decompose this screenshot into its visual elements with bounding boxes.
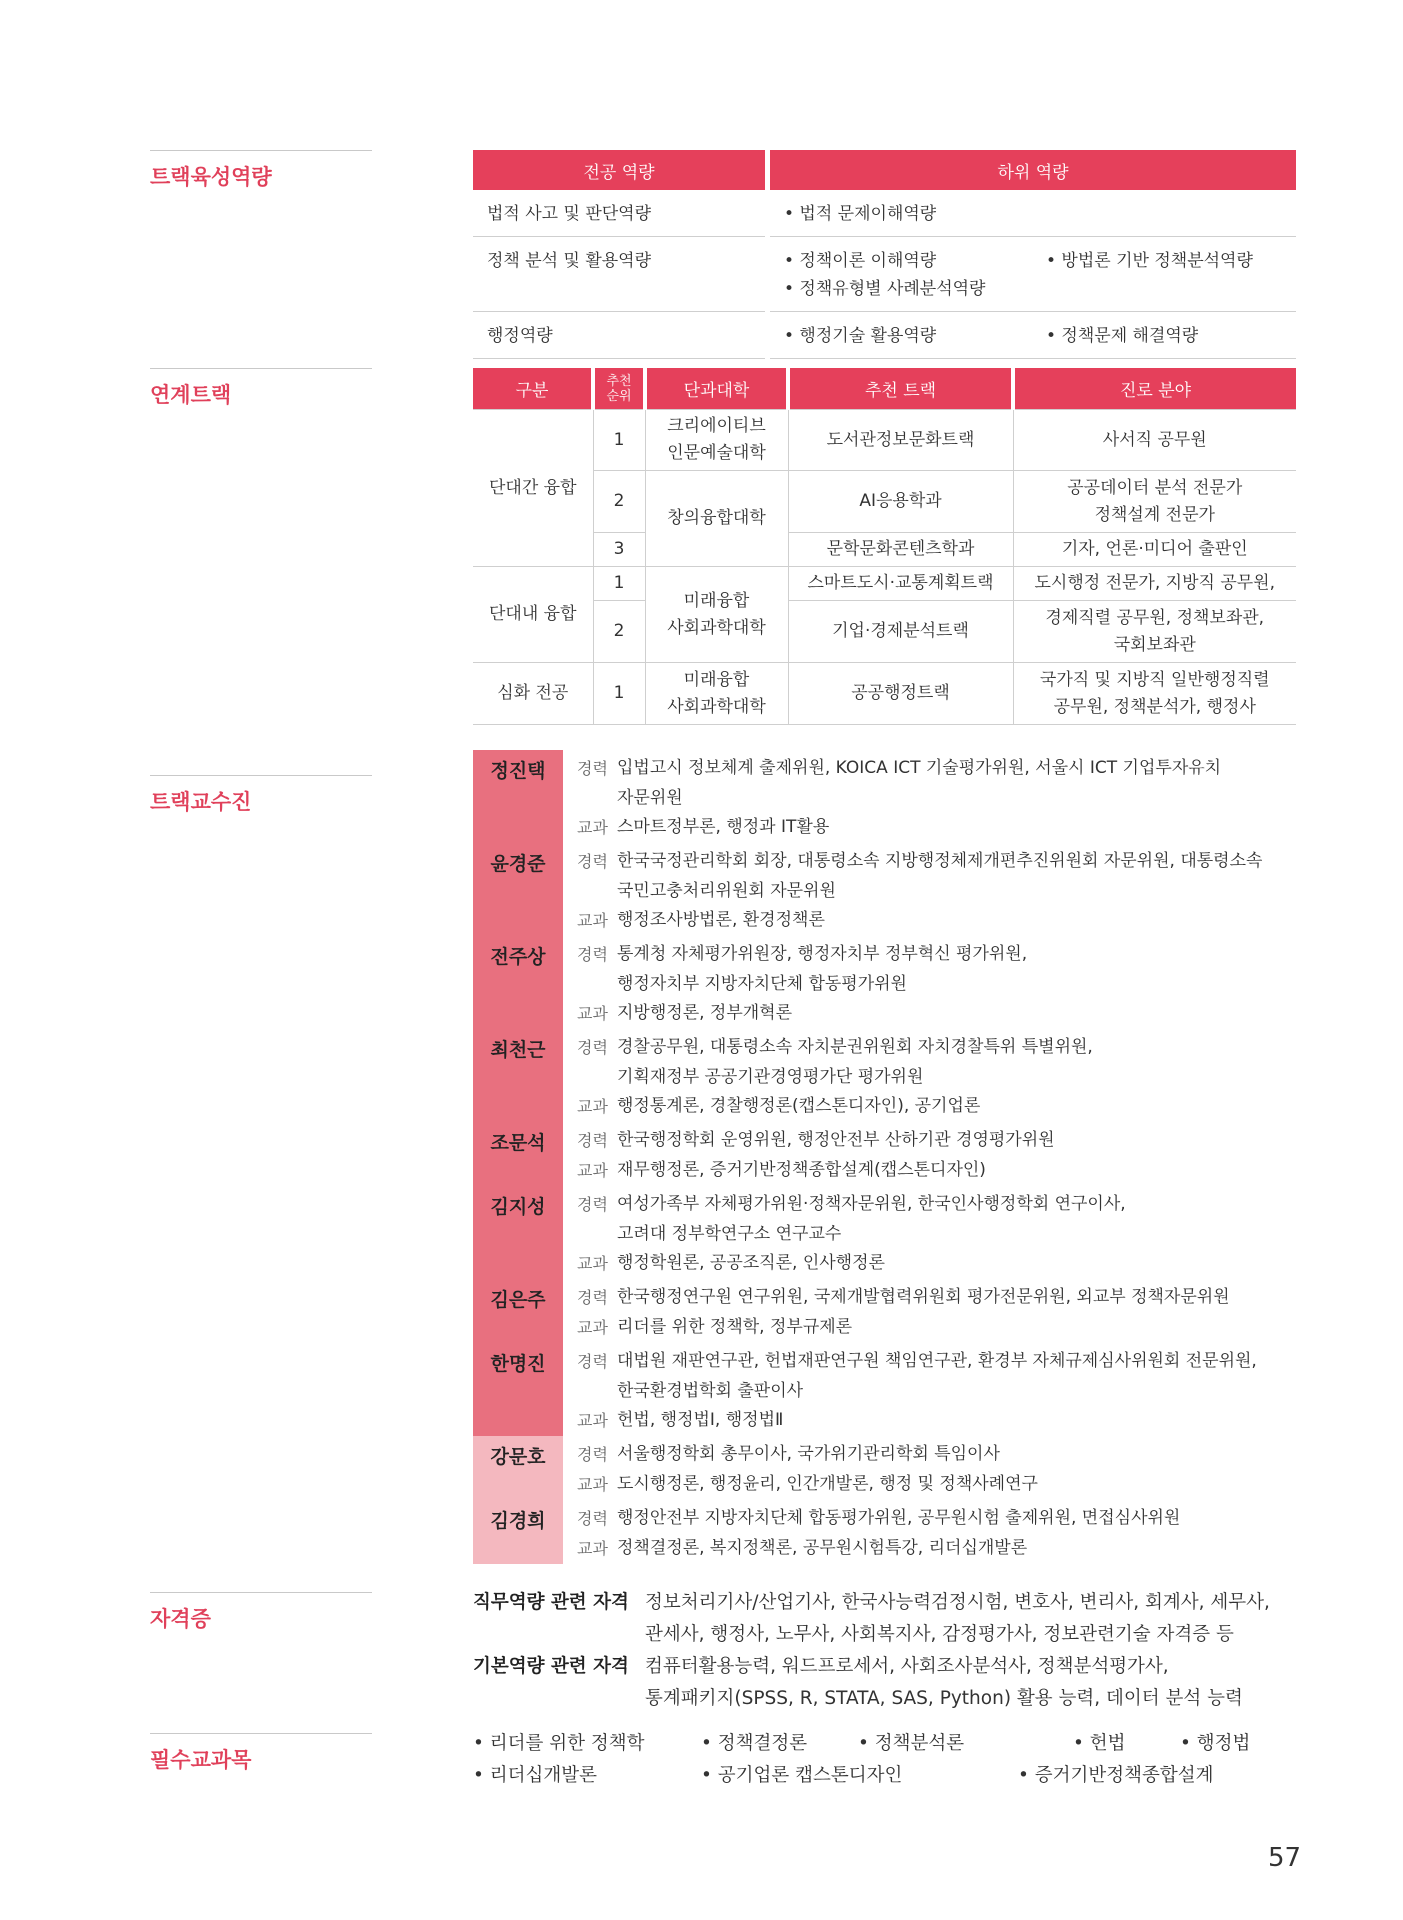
rank-cell: 2 — [593, 601, 645, 663]
professor-details — [563, 750, 1303, 843]
career-cell: 도시행정 전문가, 지방직 공무원, — [1013, 567, 1296, 601]
career-line — [577, 1440, 1303, 1470]
professor-details — [563, 1186, 1303, 1279]
career-line — [577, 1504, 1303, 1534]
faculty-row — [473, 750, 1303, 843]
professor-name: 한명진 — [473, 1343, 563, 1436]
course-line — [577, 999, 1303, 1029]
faculty-row — [473, 1122, 1303, 1186]
career-cell: 공공데이터 분석 전문가 정책설계 전문가 — [1013, 471, 1296, 533]
table-row — [473, 663, 1296, 725]
faculty-row — [473, 1500, 1303, 1564]
track-cell: 공공행정트랙 — [788, 663, 1013, 725]
rank-cell: 1 — [593, 567, 645, 601]
college-cell: 창의융합대학 — [645, 471, 788, 567]
professor-name: 정진택 — [473, 750, 563, 843]
career-tag — [577, 1377, 617, 1407]
course-line — [577, 813, 1303, 843]
certificate-label: 직무역량 관련 자격 — [473, 1592, 629, 1613]
major-competency: 정책 분석 및 활용역량 — [473, 237, 765, 312]
course-text: 행정통계론, 경찰행정론(캡스톤디자인), 공기업론 — [617, 1096, 981, 1116]
course-tag: 교과 — [577, 1317, 608, 1337]
professor-name: 김지성 — [473, 1186, 563, 1279]
career-text: 한국행정학회 운영위원, 행정안전부 산하기관 경영평가위원 — [617, 1130, 1055, 1150]
header-track: 추천 트랙 — [788, 368, 1013, 410]
career-line — [577, 847, 1303, 877]
category-cell: 단대간 융합 — [473, 410, 593, 567]
career-tag: 경력 — [577, 759, 608, 778]
professor-details — [563, 1279, 1303, 1343]
table-row — [473, 533, 1296, 567]
course-tag: 교과 — [577, 818, 608, 837]
section-label-linked-track: 연계트랙 — [150, 368, 372, 409]
career-line — [577, 1283, 1303, 1313]
professor-name: 조문석 — [473, 1122, 563, 1186]
course-text: 정책결정론, 복지정책론, 공무원시험특강, 리더십개발론 — [617, 1537, 1028, 1558]
career-cell: 사서직 공무원 — [1013, 410, 1296, 471]
course-line — [577, 1406, 1303, 1436]
table-row — [473, 567, 1296, 601]
certificate-label: 기본역량 관련 자격 — [473, 1656, 629, 1677]
professor-name: 최천근 — [473, 1029, 563, 1122]
course-text: 지방행정론, 정부개혁론 — [617, 1003, 793, 1023]
header-college: 단과대학 — [645, 368, 788, 410]
sub-competency: • 정책이론 이해역량 • 방법론 기반 정책분석역량 • 정책유형별 사례분석역량 — [770, 237, 1296, 312]
professor-details — [563, 1436, 1303, 1500]
rank-cell: 2 — [593, 471, 645, 533]
certificate-row — [473, 1587, 1323, 1651]
course-tag: 교과 — [577, 1411, 608, 1430]
table-row — [473, 237, 1296, 312]
career-text: 입법고시 정보체계 출제위원, KOICA ICT 기술평가위원, 서울시 ICT 기업투자유치 — [617, 758, 1222, 778]
track-cell: 문학문화콘텐츠학과 — [788, 533, 1013, 567]
course-tag: 교과 — [577, 1538, 608, 1558]
career-tag — [577, 1063, 617, 1093]
career-line — [577, 1220, 1303, 1250]
course-text: 스마트정부론, 행정과 IT활용 — [617, 817, 830, 837]
faculty-list — [473, 750, 1303, 1564]
career-tag — [577, 970, 617, 1000]
career-line — [577, 1063, 1303, 1093]
certificates-list — [473, 1587, 1323, 1715]
college-cell: 미래융합 사회과학대학 — [645, 567, 788, 663]
course-line — [577, 1092, 1303, 1122]
career-text: 통계청 자체평가위원장, 행정자치부 정부혁신 평가위원, — [617, 944, 1028, 964]
header-career: 진로 분야 — [1013, 368, 1296, 410]
career-tag — [577, 877, 617, 907]
course-line — [577, 906, 1303, 936]
career-line — [577, 970, 1303, 1000]
course-tag: 교과 — [577, 1004, 608, 1023]
professor-details — [563, 936, 1303, 1029]
certificate-row — [473, 1651, 1323, 1715]
course-text: 재무행정론, 증거기반정책종합설계(캡스톤디자인) — [617, 1159, 986, 1180]
certificate-values: 정보처리기사/산업기사, 한국사능력검정시험, 변호사, 변리사, 회계사, 세무사, 관세사, 행정사, 노무사, 사회복지사, 감정평가사, 정보관련기술 자격증 등 — [645, 1592, 1270, 1645]
career-line — [577, 1190, 1303, 1220]
header-category: 구분 — [473, 368, 593, 410]
table-row — [473, 312, 1296, 359]
competency-table — [473, 150, 1296, 359]
major-competency: 행정역량 — [473, 312, 765, 359]
career-line — [577, 1347, 1303, 1377]
professor-details — [563, 1500, 1303, 1564]
career-tag: 경력 — [577, 1445, 608, 1464]
career-tag: 경력 — [577, 1288, 608, 1307]
professor-details — [563, 1343, 1303, 1436]
category-cell: 단대내 융합 — [473, 567, 593, 663]
career-tag — [577, 784, 617, 814]
course-text: 도시행정론, 행정윤리, 인간개발론, 행정 및 정책사례연구 — [617, 1473, 1038, 1494]
faculty-row — [473, 843, 1303, 936]
course-line — [577, 1249, 1303, 1279]
course-text: 행정학원론, 공공조직론, 인사행정론 — [617, 1253, 885, 1273]
career-line — [577, 1033, 1303, 1063]
major-competency: 법적 사고 및 판단역량 — [473, 190, 765, 237]
course-tag: 교과 — [577, 1474, 608, 1494]
category-cell: 심화 전공 — [473, 663, 593, 725]
course-line — [577, 1470, 1303, 1500]
track-cell: 스마트도시·교통계획트랙 — [788, 567, 1013, 601]
list-item: • 정책분석론 — [858, 1733, 965, 1754]
faculty-row — [473, 1029, 1303, 1122]
section-label-certificates: 자격증 — [150, 1592, 372, 1633]
list-item: • 리더를 위한 정책학 — [473, 1733, 645, 1754]
faculty-row — [473, 1343, 1303, 1436]
career-tag: 경력 — [577, 1352, 608, 1371]
rank-cell: 1 — [593, 663, 645, 725]
career-tag: 경력 — [577, 1195, 608, 1214]
career-line — [577, 877, 1303, 907]
career-line — [577, 1377, 1303, 1407]
course-text: 리더를 위한 정책학, 정부규제론 — [617, 1316, 853, 1337]
career-cell: 경제직렬 공무원, 정책보좌관, 국회보좌관 — [1013, 601, 1296, 663]
professor-name: 강문호 — [473, 1436, 563, 1500]
career-cell: 국가직 및 지방직 일반행정직렬 공무원, 정책분석가, 행정사 — [1013, 663, 1296, 725]
linked-track-table — [473, 368, 1296, 725]
professor-details — [563, 1122, 1303, 1186]
career-tag: 경력 — [577, 1038, 608, 1057]
professor-details — [563, 1029, 1303, 1122]
track-cell: 기업·경제분석트랙 — [788, 601, 1013, 663]
college-cell: 크리에이티브 인문예술대학 — [645, 410, 788, 471]
career-text: 경찰공무원, 대통령소속 자치분권위원회 자치경찰특위 특별위원, — [617, 1037, 1093, 1057]
header-sub-competency: 하위 역량 — [770, 150, 1296, 190]
career-line — [577, 1126, 1303, 1156]
professor-name: 김은주 — [473, 1279, 563, 1343]
course-line — [577, 1313, 1303, 1343]
faculty-row — [473, 1436, 1303, 1500]
table-row — [473, 190, 1296, 237]
list-item: • 공기업론 캡스톤디자인 — [701, 1765, 903, 1786]
career-text: 한국환경법학회 출판이사 — [617, 1380, 804, 1401]
faculty-row — [473, 1186, 1303, 1279]
list-item: • 증거기반정책종합설계 — [1018, 1765, 1214, 1786]
career-text: 서울행정학회 총무이사, 국가위기관리학회 특임이사 — [617, 1444, 1000, 1464]
career-text: 자문위원 — [617, 787, 683, 808]
section-label-track-competency: 트랙육성역량 — [150, 150, 372, 191]
career-line — [577, 754, 1303, 784]
college-cell: 미래융합 사회과학대학 — [645, 663, 788, 725]
list-item: • 행정법 — [1180, 1733, 1251, 1754]
professor-details — [563, 843, 1303, 936]
list-item: • 헌법 — [1073, 1733, 1126, 1754]
course-line — [577, 1534, 1303, 1564]
rank-cell: 3 — [593, 533, 645, 567]
track-cell: 도서관정보문화트랙 — [788, 410, 1013, 471]
page-number: 57 — [1268, 1843, 1302, 1873]
table-row — [473, 471, 1296, 533]
career-tag: 경력 — [577, 1131, 608, 1150]
header-rank: 추천 순위 — [593, 368, 645, 410]
course-text: 헌법, 행정법Ⅰ, 행정법Ⅱ — [617, 1410, 784, 1430]
track-cell: AI응용학과 — [788, 471, 1013, 533]
sub-competency: • 법적 문제이해역량 — [770, 190, 1296, 237]
course-tag: 교과 — [577, 1097, 608, 1116]
career-tag — [577, 1220, 617, 1250]
career-line — [577, 940, 1303, 970]
career-text: 행정자치부 지방자치단체 합동평가위원 — [617, 973, 907, 994]
faculty-row — [473, 1279, 1303, 1343]
table-row — [473, 601, 1296, 663]
career-text: 대법원 재판연구관, 헌법재판연구원 책임연구관, 환경부 자체규제심사위원회 전문위원, — [617, 1351, 1257, 1371]
course-tag: 교과 — [577, 911, 608, 930]
section-label-required-courses: 필수교과목 — [150, 1733, 372, 1774]
sub-competency: • 행정기술 활용역량 • 정책문제 해결역량 — [770, 312, 1296, 359]
section-label-faculty: 트랙교수진 — [150, 775, 372, 816]
career-tag: 경력 — [577, 945, 608, 964]
career-text: 국민고충처리위원회 자문위원 — [617, 880, 836, 901]
career-text: 기획재정부 공공기관경영평가단 평가위원 — [617, 1066, 924, 1087]
career-text: 행정안전부 지방자치단체 합동평가위원, 공무원시험 출제위원, 면접심사위원 — [617, 1508, 1181, 1528]
certificate-values: 컴퓨터활용능력, 워드프로세서, 사회조사분석사, 정책분석평가사, 통계패키지(SPSS, R, STATA, SAS, Python) 활용 능력, 데이터 분석 능력 — [645, 1656, 1243, 1709]
faculty-row — [473, 936, 1303, 1029]
career-cell: 기자, 언론·미디어 출판인 — [1013, 533, 1296, 567]
course-text: 행정조사방법론, 환경정책론 — [617, 910, 825, 930]
professor-name: 김경희 — [473, 1500, 563, 1564]
course-tag: 교과 — [577, 1254, 608, 1273]
list-item: • 리더십개발론 — [473, 1765, 598, 1786]
career-text: 고려대 정부학연구소 연구교수 — [617, 1223, 842, 1244]
career-text: 한국국정관리학회 회장, 대통령소속 지방행정체제개편추진위원회 자문위원, 대통령소속 — [617, 851, 1263, 871]
course-line — [577, 1156, 1303, 1186]
career-tag: 경력 — [577, 1509, 608, 1528]
career-line — [577, 784, 1303, 814]
list-item: • 정책결정론 — [701, 1733, 808, 1754]
professor-name: 윤경준 — [473, 843, 563, 936]
professor-name: 전주상 — [473, 936, 563, 1029]
career-text: 한국행정연구원 연구위원, 국제개발협력위원회 평가전문위원, 외교부 정책자문위원 — [617, 1287, 1230, 1307]
table-row — [473, 410, 1296, 471]
rank-cell: 1 — [593, 410, 645, 471]
career-text: 여성가족부 자체평가위원·정책자문위원, 한국인사행정학회 연구이사, — [617, 1194, 1126, 1214]
course-tag: 교과 — [577, 1160, 608, 1180]
header-major-competency: 전공 역량 — [473, 150, 765, 190]
career-tag: 경력 — [577, 852, 608, 871]
